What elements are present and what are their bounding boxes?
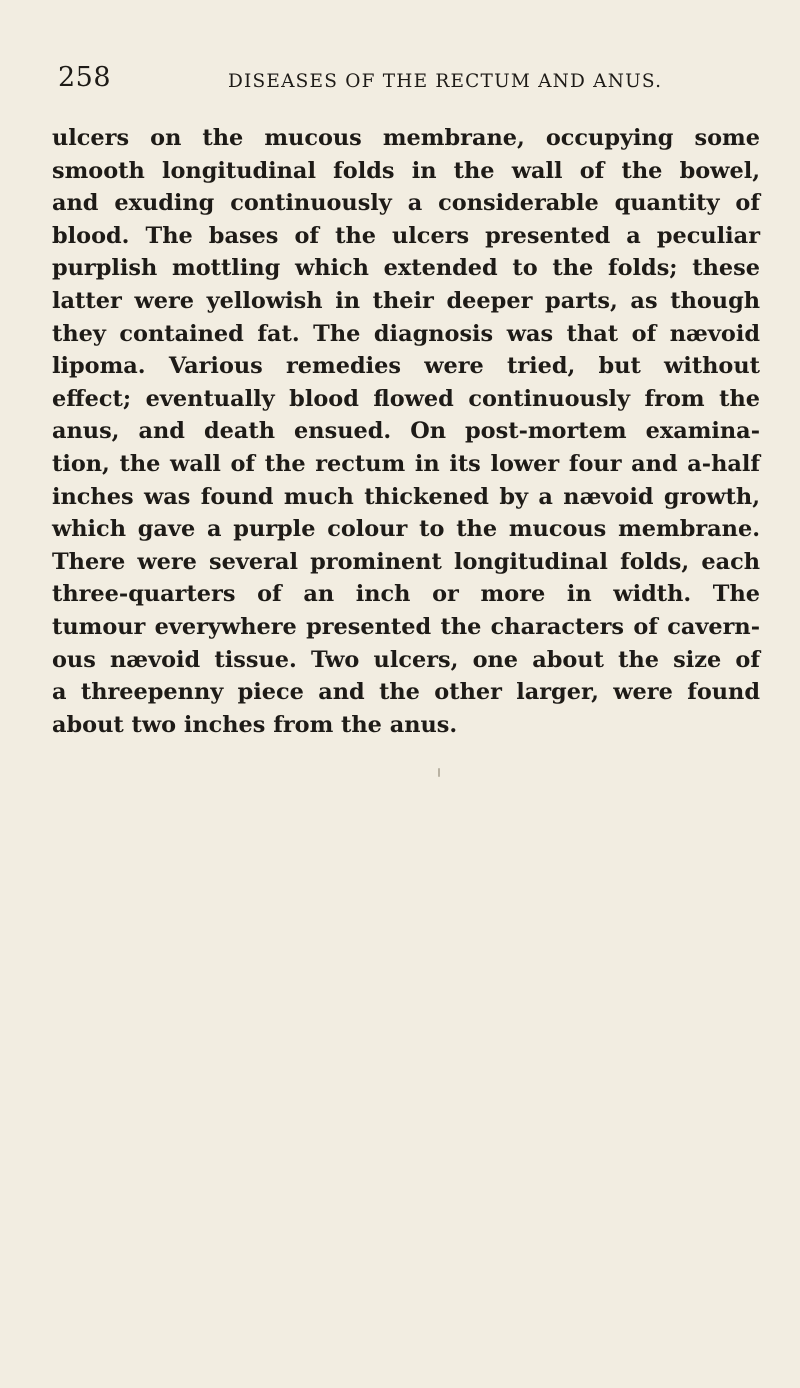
text-line: purplish mottling which extended to the folds; these xyxy=(52,255,760,282)
running-head xyxy=(58,58,758,98)
paper-speck xyxy=(438,768,440,777)
text-line: ous nævoid tissue. Two ulcers, one about the size of xyxy=(52,646,760,673)
text-line: a threepenny piece and the other larger, were found xyxy=(52,679,760,706)
text-line: about two inches from the anus. xyxy=(52,711,458,738)
text-line: inches was found much thickened by a nævoid growth, xyxy=(52,483,760,510)
text-line: they contained fat. The diagnosis was that of nævoid xyxy=(52,320,760,347)
text-line: lipoma. Various remedies were tried, but without xyxy=(52,353,760,380)
text-line: tion, the wall of the rectum in its lower four and a-half xyxy=(52,450,760,477)
text-line: ulcers on the mucous membrane, occupying some xyxy=(52,125,760,151)
text-line: three-quarters of an inch or more in width. The xyxy=(52,581,760,608)
text-line: smooth longitudinal folds in the wall of the bowel, xyxy=(52,157,760,184)
running-title: DISEASES OF THE RECTUM AND ANUS. xyxy=(228,71,663,92)
text-line: effect; eventually blood flowed continuously from the xyxy=(52,385,760,412)
text-line: latter were yellowish in their deeper parts, as though xyxy=(52,287,760,314)
text-line: tumour everywhere presented the characters of cavern- xyxy=(52,613,760,640)
text-line: anus, and death ensued. On post-mortem examina- xyxy=(52,418,760,445)
text-line: and exuding continuously a considerable quantity of xyxy=(52,190,760,217)
text-line: blood. The bases of the ulcers presented a peculiar xyxy=(52,222,760,249)
body-paragraph xyxy=(52,122,760,741)
page-number: 258 xyxy=(58,62,112,93)
text-line: which gave a purple colour to the mucous membrane. xyxy=(52,516,760,543)
text-line: There were several prominent longitudinal folds, each xyxy=(52,548,760,575)
